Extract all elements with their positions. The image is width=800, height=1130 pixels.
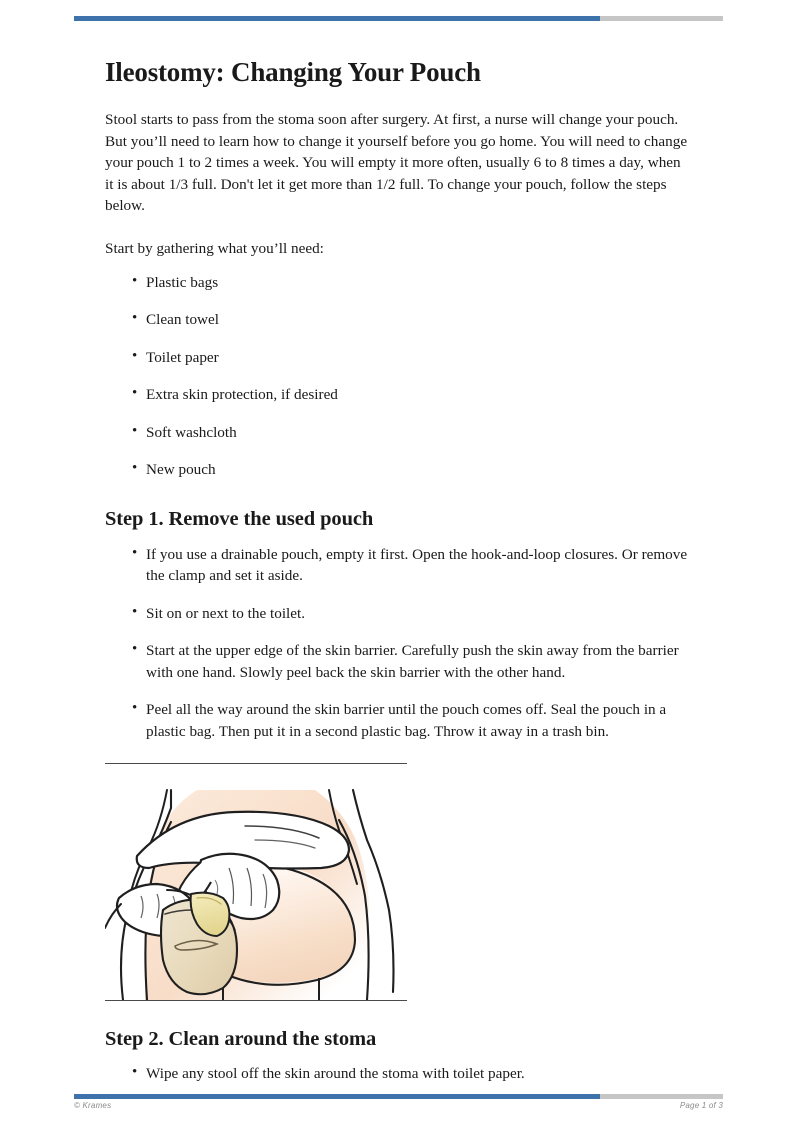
step-2-list [105, 1063, 691, 1085]
document-content [105, 0, 691, 1085]
footer-copyright: © Krames [74, 1101, 112, 1110]
list-item: • Sit on or next to the toilet. [105, 603, 691, 625]
step-1-list [105, 544, 691, 743]
illustration-canvas [105, 764, 407, 1000]
footer-accent-bar-blue-segment [74, 1094, 600, 1099]
page-title: Ileostomy: Changing Your Pouch [105, 57, 481, 87]
illustration-bottom-rule [105, 1000, 407, 1001]
supplies-list [105, 272, 691, 481]
list-item: • Clean towel [105, 309, 691, 331]
footer-accent-bar [74, 1094, 723, 1099]
list-item: • If you use a drainable pouch, empty it first. Open the hook-and-loop closures. Or remove the clamp and set it aside. [105, 544, 691, 587]
list-item: • Plastic bags [105, 272, 691, 294]
step-1-heading: Step 1. Remove the used pouch [105, 507, 374, 530]
footer-accent-bar-gray-segment [600, 1094, 723, 1099]
list-item: • Peel all the way around the skin barrier until the pouch comes off. Seal the pouch in a plastic bag. Then put it in a second plastic bag. Throw it away in a trash bin. [105, 699, 691, 742]
list-item: • Toilet paper [105, 347, 691, 369]
step-1-illustration [105, 763, 407, 1001]
list-item: • Start at the upper edge of the skin barrier. Carefully push the skin away from the barrier with one hand. Slowly peel back the skin barrier with the other hand. [105, 640, 691, 683]
list-item: • New pouch [105, 459, 691, 481]
list-item: • Wipe any stool off the skin around the stoma with toilet paper. [105, 1063, 691, 1085]
list-item: • Soft washcloth [105, 422, 691, 444]
footer-page-number: Page 1 of 3 [679, 1101, 723, 1110]
intro-paragraph: Stool starts to pass from the stoma soon after surgery. At first, a nurse will change your pouch. But you’ll need to learn how to change it yourself before you go home. You will need to change your pouch 1 to 2 times a week. You will empty it more often, usually 6 to 8 times a day, when it is about 1/3 full. Don't let it get more than 1/2 full. To change your pouch, follow the steps below. [105, 111, 688, 215]
list-item: • Extra skin protection, if desired [105, 384, 691, 406]
ostomy-pouch-removal-illustration [105, 764, 407, 1000]
step-2-heading: Step 2. Clean around the stoma [105, 1027, 377, 1050]
supplies-lead-in: Start by gathering what you’ll need: [105, 239, 324, 257]
